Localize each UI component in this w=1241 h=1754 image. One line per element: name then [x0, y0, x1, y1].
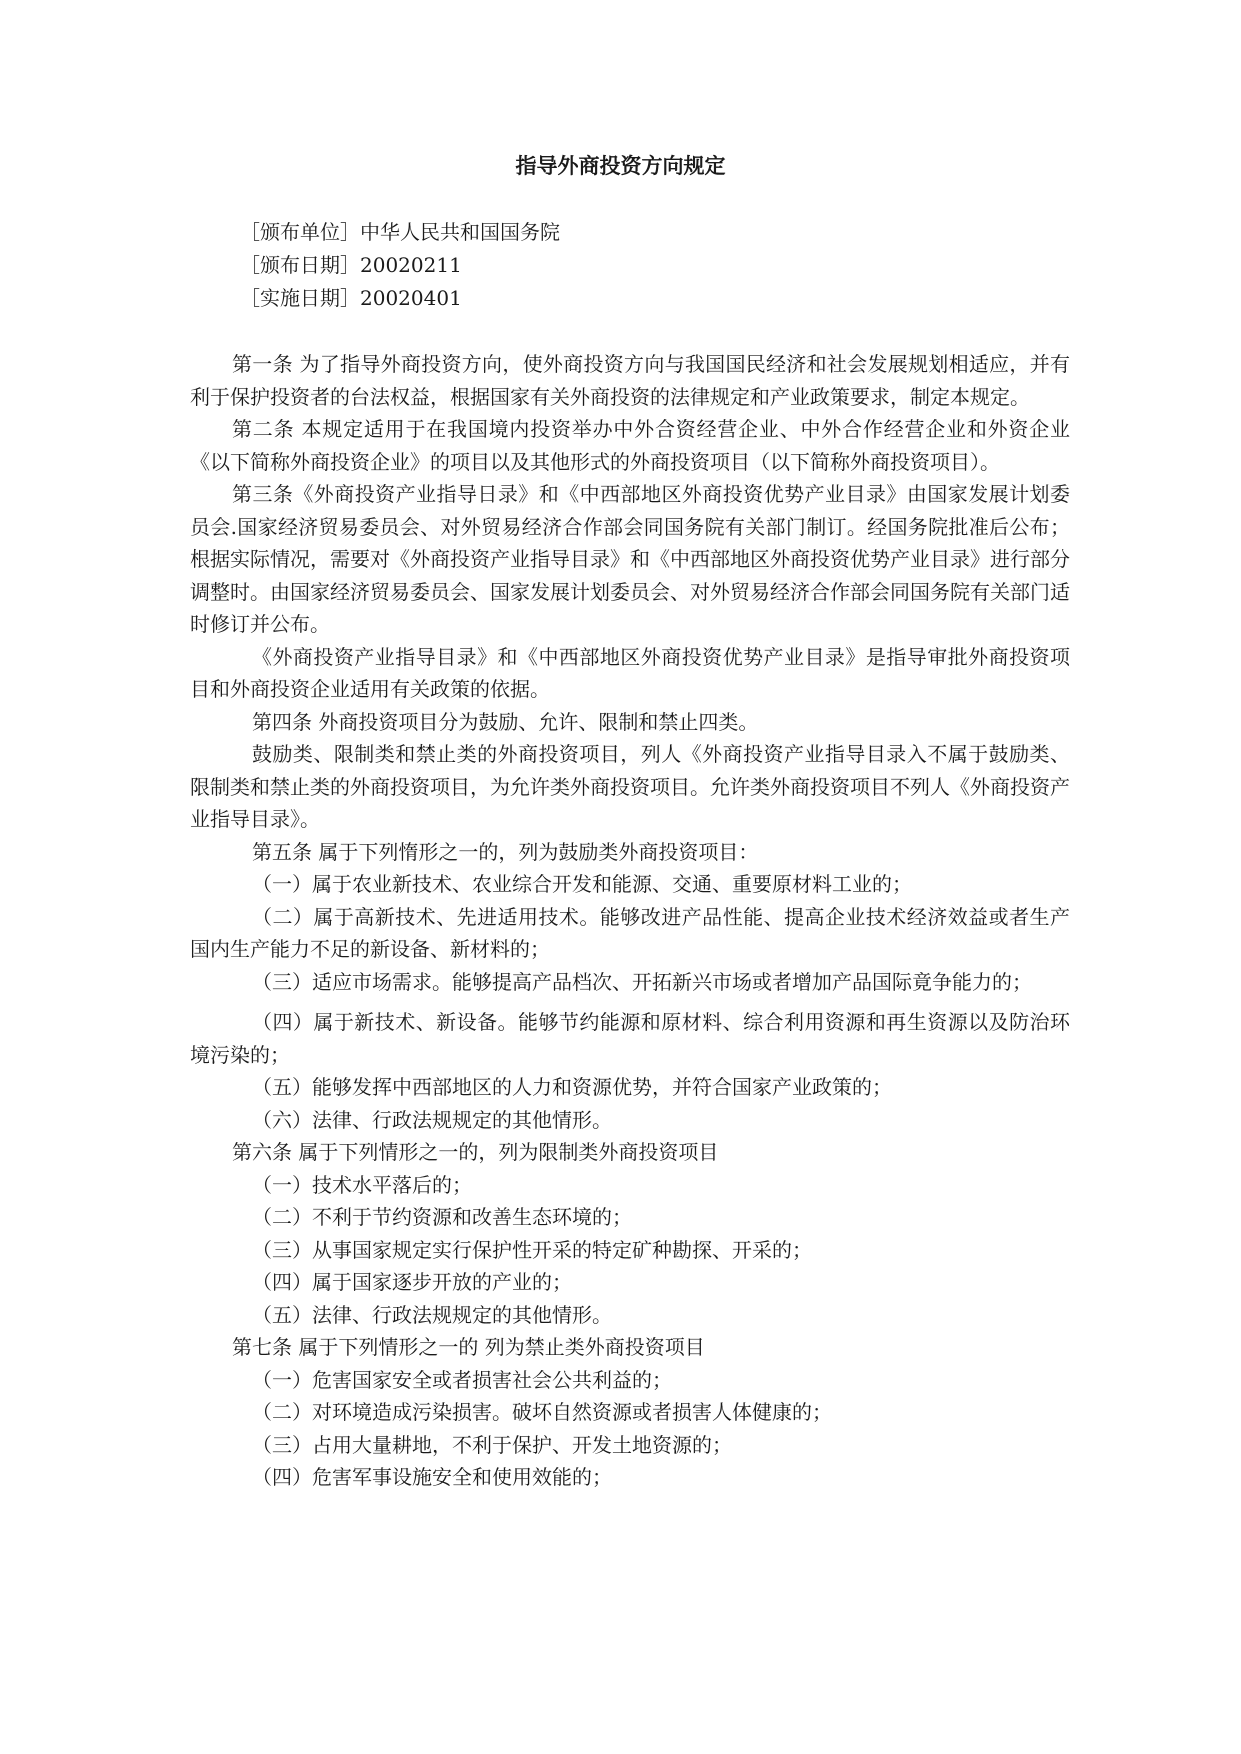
article-7-item-4: （四）危害军事设施安全和使用效能的；: [252, 1465, 612, 1489]
article-4: 第四条 外商投资项目分为鼓励、允许、限制和禁止四类。: [252, 709, 759, 734]
article-5-item-5: （五）能够发挥中西部地区的人力和资源优势，并符合国家产业政策的；: [252, 1075, 892, 1099]
document-title: 指导外商投资方向规定: [515, 153, 726, 178]
issuer-line: ［颁布单位］中华人民共和国国务院: [240, 220, 560, 244]
article-6-item-3: （三）从事国家规定实行保护性开采的特定矿种勘探、开采的；: [252, 1237, 812, 1262]
article-5: 第五条 属于下列惰形之一的，列为鼓励类外商投资项目：: [252, 839, 759, 864]
article-7: 第七条 属于下列情形之一的 列为禁止类外商投资项目: [232, 1335, 705, 1359]
document-body: [190, 348, 1070, 1494]
article-6-item-1: （一）技术水平落后的；: [252, 1172, 472, 1197]
article-6-item-2: （二）不利于节约资源和改善生态环境的；: [252, 1205, 632, 1229]
article-5-item-3: （三）适应市场需求。能够提高产品档次、开拓新兴市场或者增加产品国际竟争能力的；: [252, 969, 1032, 994]
article-5-item-2: （二）属于高新技术、先进适用技术。能够改进产品性能、提高企业技术经济效益或者生产国内生产能力不足的新设备、新材料的；: [190, 904, 1070, 961]
article-2: 第二条 本规定适用于在我国境内投资举办中外合资经营企业、中外合作经营企业和外资企业《以下简称外商投资企业》的项目以及其他形式的外商投资项目（以下简称外商投资项目）。: [190, 417, 1070, 474]
document-meta: [240, 216, 560, 315]
effective-date-line: ［实施日期］20020401: [240, 286, 462, 310]
spacer: [190, 998, 1070, 1006]
article-5-item-1: （一）属于农业新技术、农业综合开发和能源、交通、重要原材料工业的；: [252, 872, 912, 896]
article-3: 第三条《外商投资产业指导日录》和《中西部地区外商投资优势产业目录》由国家发展计划委员会.国家经济贸易委员会、对外贸易经济合作部会同国务院有关部门制订。经国务院批准后公布；根据实际情况，需要对《外商投资产业指导目录》和《中西部地区外商投资优势产业目录》进行部分调整时。由国家经济贸易委员会、国家发展计划委员会、对外贸易经济合作部会同国务院有关部门适时修订并公布。: [190, 482, 1070, 636]
article-7-item-1: （一）危害国家安全或者损害社会公共利益的；: [252, 1367, 672, 1392]
article-3-paragraph: 《外商投资产业指导目录》和《中西部地区外商投资优势产业目录》是指导审批外商投资项目和外商投资企业适用有关政策的依据。: [190, 644, 1070, 701]
article-4-paragraph: 鼓励类、限制类和禁止类的外商投资项目，列人《外商投资产业指导目录入不属于鼓励类、限制类和禁止类的外商投资项目，为允许类外商投资项目。允许类外商投资项目不列人《外商投资产业指导目录》。: [190, 742, 1070, 831]
article-5-item-6: （六）法律、行政法规规定的其他情形。: [252, 1107, 612, 1132]
article-5-item-4: （四）属于新技术、新设备。能够节约能源和原材料、综合利用资源和再生资源以及防治环境污染的；: [190, 1010, 1070, 1067]
article-7-item-3: （三）占用大量耕地，不利于保护、开发土地资源的；: [252, 1432, 732, 1457]
issue-date-line: ［颁布日期］20020211: [240, 253, 462, 277]
article-1: 第一条 为了指导外商投资方向，使外商投资方向与我国国民经济和社会发展规划相适应，并有利于保护投资者的台法权益，根据国家有关外商投资的法律规定和产业政策要求，制定本规定。: [190, 352, 1070, 409]
article-6: 第六条 属于下列情形之一的，列为限制类外商投资项目: [232, 1140, 719, 1164]
article-7-item-2: （二）对环境造成污染损害。破坏自然资源或者损害人体健康的；: [252, 1400, 832, 1424]
article-6-item-4: （四）属于国家逐步开放的产业的；: [252, 1270, 572, 1294]
article-6-item-5: （五）法律、行政法规规定的其他情形。: [252, 1302, 612, 1327]
